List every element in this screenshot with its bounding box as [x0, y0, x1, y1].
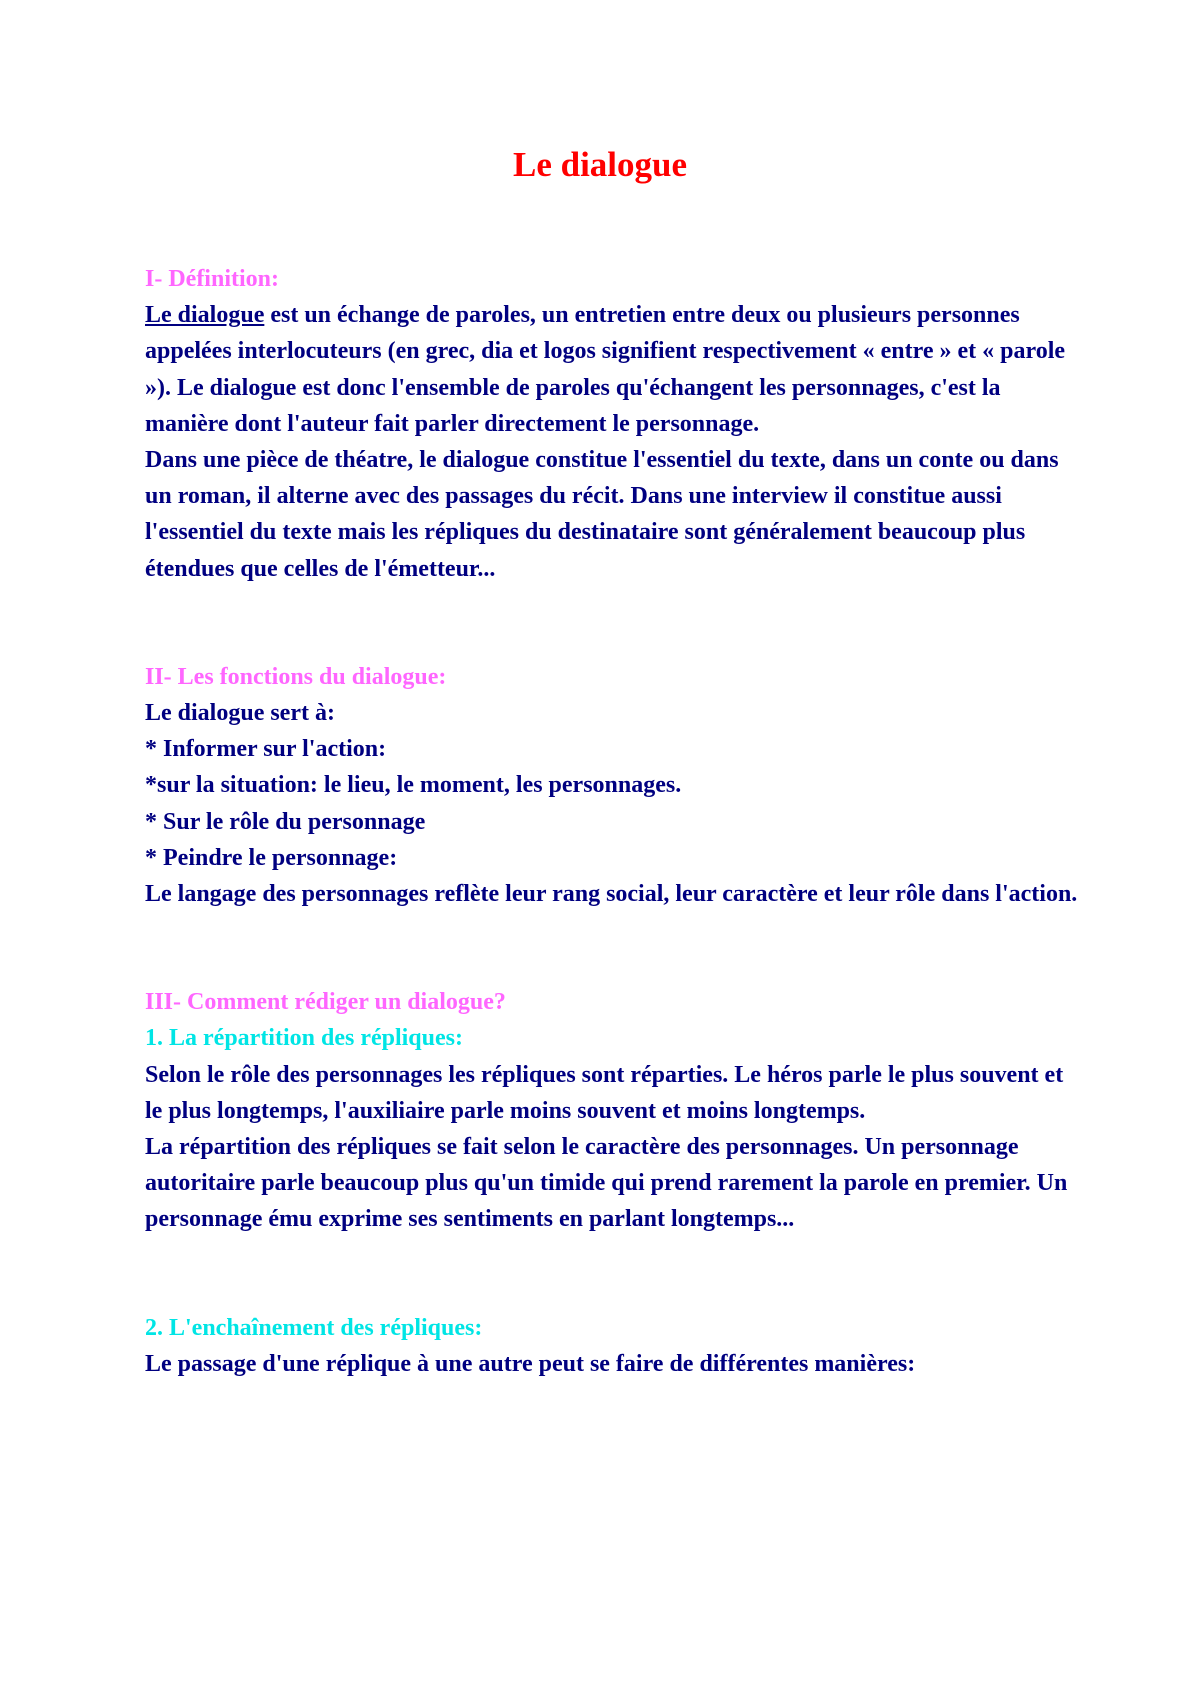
subsection-heading-enchainement: 2. L'enchaînement des répliques:: [145, 1314, 483, 1341]
fonctions-line: * Sur le rôle du personnage: [145, 808, 426, 835]
repartition-paragraph-1: Selon le rôle des personnages les répliques sont réparties. Le héros parle le plus souvent et le plus longtemps, l'auxiliaire parle moins souvent et moins longtemps.: [145, 1061, 1064, 1124]
section-heading-fonctions: II- Les fonctions du dialogue:: [145, 663, 447, 690]
definition-term: Le dialogue: [145, 302, 265, 329]
definition-text: est un échange de paroles, un entretien entre deux ou plusieurs personnes appelées interlocuteurs (en grec, dia et logos signifient respectivement « entre » et « parole »). Le dialogue est donc l'ensemble de paroles qu'échangent les personnages, c'est la manière dont l'auteur fait parler directement le personnage.: [145, 302, 1066, 437]
definition-paragraph: [145, 297, 1085, 442]
subsection-heading-repartition: 1. La répartition des répliques:: [145, 1025, 463, 1052]
page-title: Le dialogue: [512, 145, 688, 184]
section-heading-rediger: III- Comment rédiger un dialogue?: [145, 989, 506, 1016]
definition-paragraph-2: Dans une pièce de théatre, le dialogue constitue l'essentiel du texte, dans un conte ou dans un roman, il alterne avec des passages du récit. Dans une interview il constitue aussi l'essentiel du texte mais les répliques du destinataire sont généralement beaucoup plus étendues que celles de l'émetteur...: [145, 447, 1059, 582]
fonctions-line: * Informer sur l'action:: [145, 736, 387, 763]
fonctions-line: * Peindre le personnage:: [145, 844, 398, 871]
fonctions-paragraph: Le langage des personnages reflète leur rang social, leur caractère et leur rôle dans l'action.: [145, 881, 1078, 908]
document-body: [145, 261, 1085, 1382]
fonctions-line: *sur la situation: le lieu, le moment, les personnages.: [145, 772, 682, 799]
fonctions-line: Le dialogue sert à:: [145, 700, 335, 727]
repartition-paragraph-2: La répartition des répliques se fait selon le caractère des personnages. Un personnage autoritaire parle beaucoup plus qu'un timide qui prend rarement la parole en premier. Un personnage ému exprime ses sentiments en parlant longtemps...: [145, 1134, 1068, 1233]
enchainement-paragraph: Le passage d'une réplique à une autre peut se faire de différentes manières:: [145, 1350, 916, 1377]
section-heading-definition: I- Définition:: [145, 266, 279, 292]
